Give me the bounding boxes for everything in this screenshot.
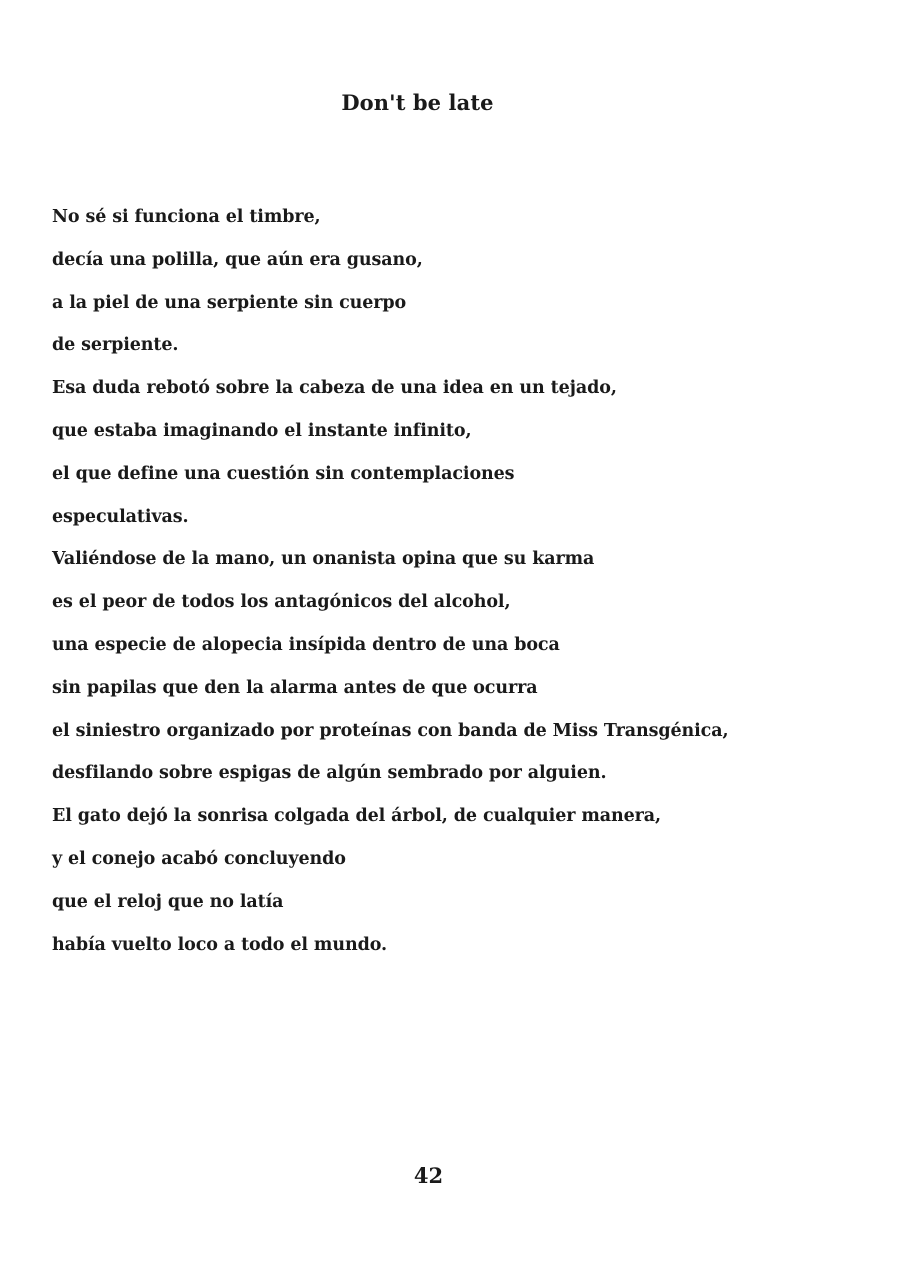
poem-line: No sé si funciona el timbre,: [52, 207, 321, 227]
poem-line: decía una polilla, que aún era gusano,: [52, 249, 423, 270]
page-number: 42: [413, 1163, 444, 1188]
poem-line: que estaba imaginando el instante infinito,: [52, 420, 472, 441]
poem-line: sin papilas que den la alarma antes de que ocurra: [52, 677, 538, 698]
poem-line: desfilando sobre espigas de algún sembrado por alguien.: [52, 763, 607, 784]
poem-line: que el reloj que no latía: [52, 891, 284, 912]
poem-line: una especie de alopecia insípida dentro de una boca: [52, 634, 560, 655]
poem-line: a la piel de una serpiente sin cuerpo: [52, 292, 407, 313]
poem-title: Don't be late: [341, 90, 494, 115]
poem-body: [52, 202, 852, 972]
poem-line: Esa duda rebotó sobre la cabeza de una idea en un tejado,: [52, 378, 617, 399]
poem-line: y el conejo acabó concluyendo: [52, 848, 346, 869]
poem-line: el siniestro organizado por proteínas con banda de Miss Transgénica,: [52, 720, 729, 741]
poem-line: el que define una cuestión sin contemplaciones: [52, 463, 515, 484]
poem-line: de serpiente.: [52, 335, 179, 356]
poem-line: especulativas.: [52, 506, 189, 527]
poem-line: El gato dejó la sonrisa colgada del árbol, de cualquier manera,: [52, 806, 662, 827]
poem-line: había vuelto loco a todo el mundo.: [52, 934, 387, 955]
poem-line: Valiéndose de la mano, un onanista opina que su karma: [52, 549, 595, 570]
poem-line: es el peor de todos los antagónicos del alcohol,: [52, 592, 511, 613]
